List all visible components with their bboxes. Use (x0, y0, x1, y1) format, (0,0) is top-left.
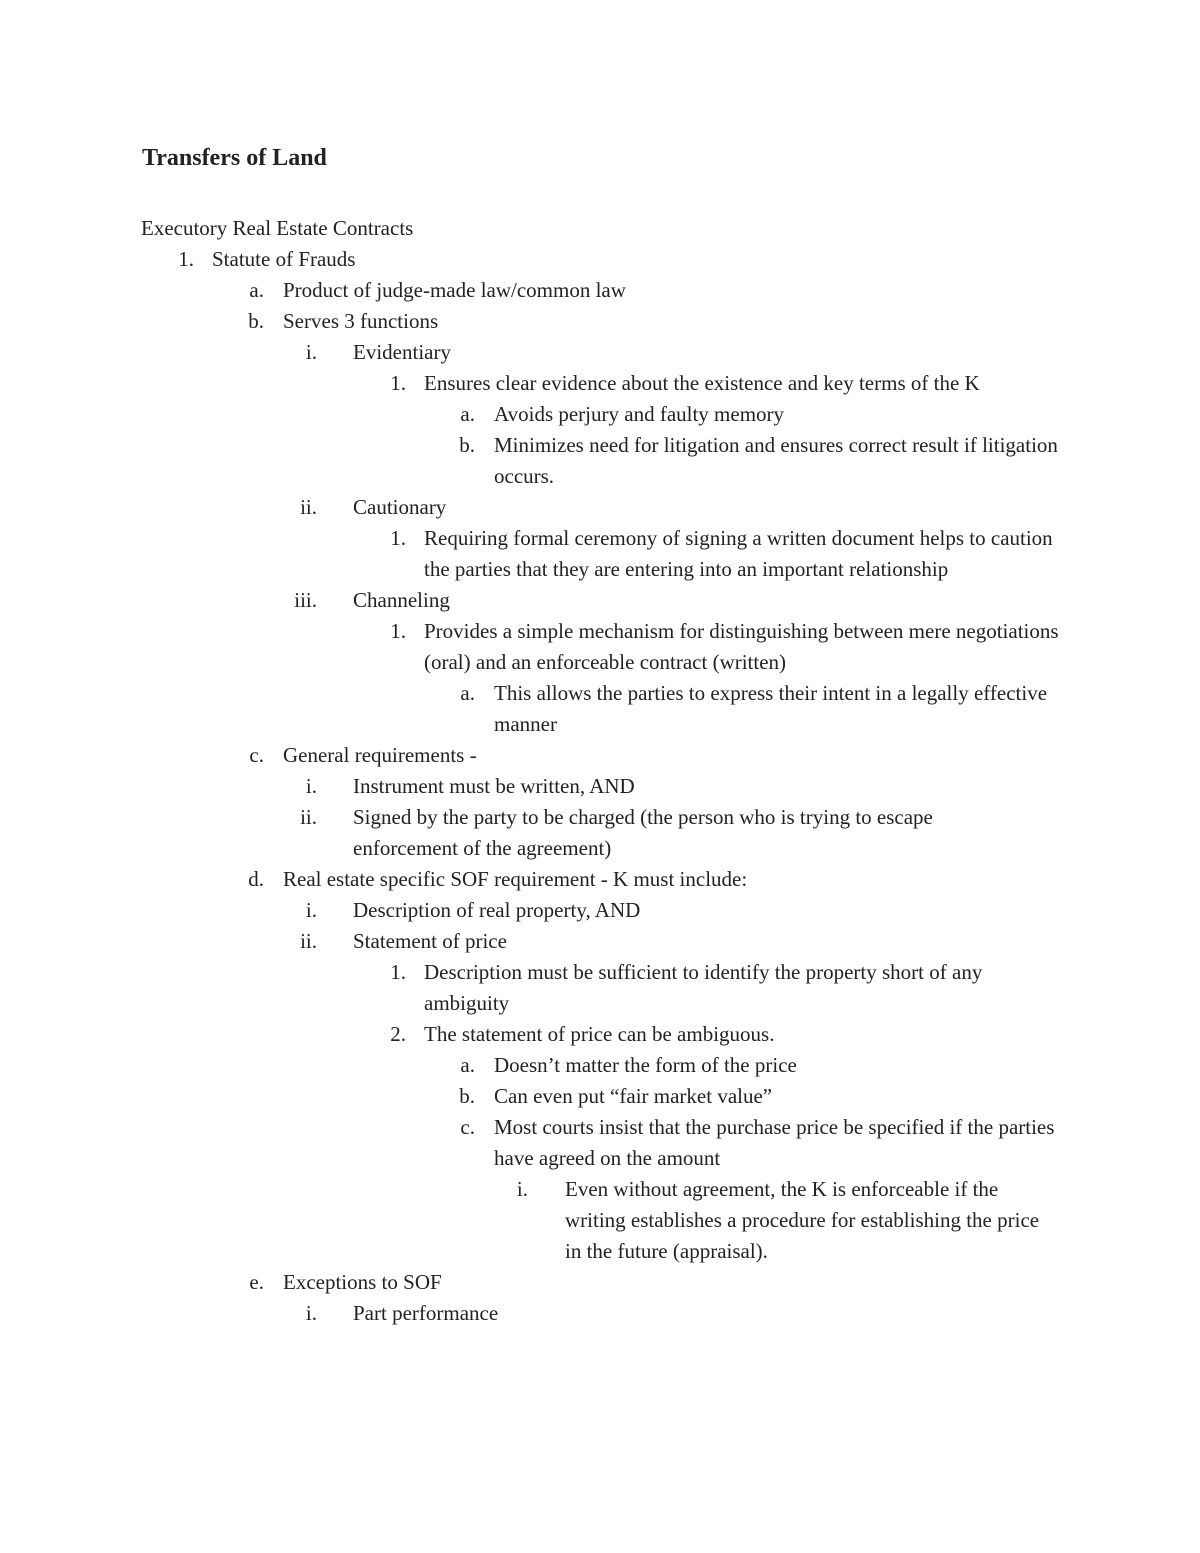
list-item-text: Doesn’t matter the form of the price (494, 1053, 797, 1077)
list-marker: c. (249, 743, 264, 767)
outline-item-level-3 (0, 802, 1200, 864)
list-item-text: Evidentiary (353, 340, 451, 364)
list-marker: 1. (390, 960, 406, 984)
list-item-text: Statement of price (353, 929, 507, 953)
list-marker: i. (516, 1177, 528, 1201)
list-item-text: This allows the parties to express their intent in a legally effective manner (494, 681, 1048, 736)
outline-item-level-3 (0, 926, 1200, 957)
list-marker: a. (460, 402, 475, 426)
list-marker: iii. (294, 588, 317, 612)
list-item-text: Statute of Frauds (212, 247, 356, 271)
list-marker: b. (459, 1084, 475, 1108)
list-item-text: Signed by the party to be charged (the person who is trying to escape enforcement of the agreement) (353, 805, 933, 860)
list-item-text: General requirements - (283, 743, 477, 767)
outline-item-level-5 (0, 1081, 1200, 1112)
outline-item-level-3 (0, 337, 1200, 368)
list-marker: 1. (390, 526, 406, 550)
outline-item-level-5 (0, 1050, 1200, 1081)
list-item-text: Minimizes need for litigation and ensures correct result if litigation occurs. (494, 433, 1058, 488)
outline-item-level-2 (0, 306, 1200, 337)
list-item-text: The statement of price can be ambiguous. (424, 1022, 775, 1046)
list-marker: b. (248, 309, 264, 333)
list-item-text: Can even put “fair market value” (494, 1084, 773, 1108)
outline-item-level-3 (0, 492, 1200, 523)
list-item-text: Product of judge-made law/common law (283, 278, 626, 302)
list-marker: a. (460, 681, 475, 705)
outline-item-level-2 (0, 275, 1200, 306)
list-marker: 1. (178, 247, 194, 271)
outline-item-level-3 (0, 771, 1200, 802)
list-marker: a. (460, 1053, 475, 1077)
list-item-text: Provides a simple mechanism for distinguishing between mere negotiations (oral) and an enforceable contract (written) (424, 619, 1059, 674)
list-marker: ii. (300, 495, 317, 519)
outline-item-level-3 (0, 585, 1200, 616)
list-item-text: Serves 3 functions (283, 309, 439, 333)
list-marker: ii. (300, 929, 317, 953)
list-marker: b. (459, 433, 475, 457)
outline-item-level-5 (0, 399, 1200, 430)
section-heading: Executory Real Estate Contracts (141, 216, 414, 240)
list-item-text: Even without agreement, the K is enforceable if the writing establishes a procedure for establishing the price in the future (appraisal). (565, 1177, 1040, 1263)
outline-list (0, 244, 1200, 1329)
page-title: Transfers of Land (142, 145, 327, 171)
outline-item-level-5 (0, 678, 1200, 740)
list-marker: c. (460, 1115, 475, 1139)
outline-item-level-2 (0, 864, 1200, 895)
list-item-text: Channeling (353, 588, 450, 612)
outline-item-level-2 (0, 1267, 1200, 1298)
list-item-text: Exceptions to SOF (283, 1270, 442, 1294)
outline-item-level-4 (0, 616, 1200, 678)
list-item-text: Instrument must be written, AND (353, 774, 635, 798)
list-marker: i. (305, 1301, 317, 1325)
list-item-text: Description of real property, AND (353, 898, 641, 922)
outline-item-level-4 (0, 957, 1200, 1019)
list-item-text: Real estate specific SOF requirement - K must include: (283, 867, 748, 891)
list-item-text: Ensures clear evidence about the existence and key terms of the K (424, 371, 980, 395)
list-item-text: Most courts insist that the purchase price be specified if the parties have agreed on the amount (494, 1115, 1055, 1170)
outline-item-level-6 (0, 1174, 1200, 1267)
list-item-text: Avoids perjury and faulty memory (494, 402, 785, 426)
list-marker: 2. (390, 1022, 406, 1046)
list-marker: ii. (300, 805, 317, 829)
list-item-text: Part performance (353, 1301, 499, 1325)
list-marker: d. (248, 867, 264, 891)
list-marker: 1. (390, 371, 406, 395)
list-marker: 1. (390, 619, 406, 643)
outline-item-level-2 (0, 740, 1200, 771)
list-item-text: Requiring formal ceremony of signing a written document helps to caution the parties that they are entering into an important relationship (424, 526, 1053, 581)
list-marker: i. (305, 774, 317, 798)
outline-item-level-4 (0, 368, 1200, 399)
list-item-text: Cautionary (353, 495, 447, 519)
list-marker: i. (305, 340, 317, 364)
list-marker: i. (305, 898, 317, 922)
list-marker: e. (249, 1270, 264, 1294)
list-marker: a. (249, 278, 264, 302)
outline-item-level-4 (0, 523, 1200, 585)
outline-item-level-3 (0, 895, 1200, 926)
list-item-text: Description must be sufficient to identify the property short of any ambiguity (424, 960, 983, 1015)
outline-item-level-3 (0, 1298, 1200, 1329)
outline-item-level-5 (0, 430, 1200, 492)
outline-item-level-4 (0, 1019, 1200, 1050)
outline-item-level-5 (0, 1112, 1200, 1174)
outline-item-level-1 (0, 244, 1200, 275)
